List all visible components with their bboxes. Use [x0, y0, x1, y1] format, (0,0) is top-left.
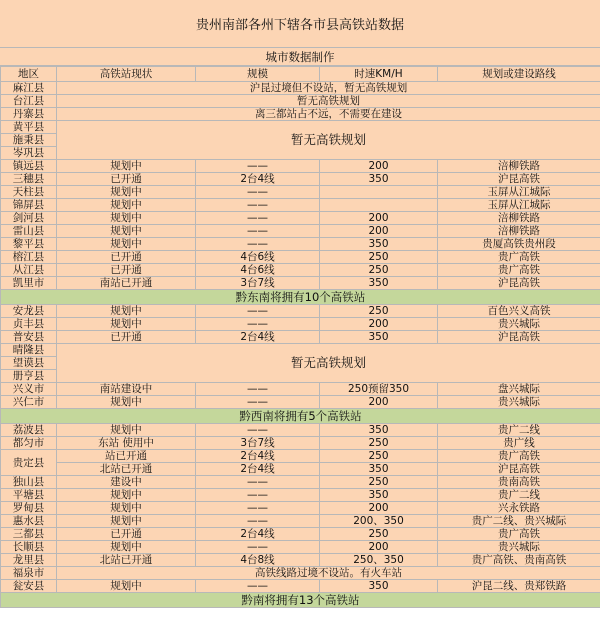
- sheet-subtitle: 城市数据制作: [0, 48, 600, 66]
- county-cell: 锦屏县: [1, 199, 57, 212]
- speed-cell: 250: [320, 450, 438, 463]
- county-cell: 丹寨县: [1, 108, 57, 121]
- merged-note-cell: 离三都站占不远，不需要在建设: [57, 108, 600, 121]
- county-cell: 普安县: [1, 331, 57, 344]
- summary-row: [1, 409, 600, 424]
- route-cell: 贵兴城际: [438, 541, 600, 554]
- table-row: [1, 515, 600, 528]
- table-row: [1, 212, 600, 225]
- table-row: [1, 396, 600, 409]
- county-cell: 兴义市: [1, 383, 57, 396]
- table-row: [1, 82, 600, 95]
- route-cell: 玉屏从江城际: [438, 186, 600, 199]
- table-row: [1, 567, 600, 580]
- merged-note-cell: 沪昆过境但不设站，暂无高铁规划: [57, 82, 600, 95]
- speed-cell: 350: [320, 277, 438, 290]
- speed-cell: 250: [320, 251, 438, 264]
- speed-cell: 250: [320, 437, 438, 450]
- status-cell: 规划中: [57, 305, 196, 318]
- header-row: [1, 67, 600, 82]
- scale-cell: ——: [196, 186, 320, 199]
- status-cell: 规划中: [57, 515, 196, 528]
- header-route: 规划或建设路线: [438, 67, 600, 82]
- county-cell: 凯里市: [1, 277, 57, 290]
- route-cell: 兴永铁路: [438, 502, 600, 515]
- table-row: [1, 173, 600, 186]
- route-cell: 贵广高铁: [438, 264, 600, 277]
- speed-cell: 200: [320, 318, 438, 331]
- county-cell: 龙里县: [1, 554, 57, 567]
- speed-cell: 250: [320, 305, 438, 318]
- route-cell: 贵兴城际: [438, 318, 600, 331]
- sheet-title: 贵州南部各州下辖各市县高铁站数据: [0, 0, 600, 48]
- speed-cell: 200: [320, 225, 438, 238]
- speed-cell: 250: [320, 264, 438, 277]
- table-row: [1, 264, 600, 277]
- status-cell: 规划中: [57, 238, 196, 251]
- speed-cell: 350: [320, 489, 438, 502]
- route-cell: 贵广高铁: [438, 528, 600, 541]
- table-row: [1, 541, 600, 554]
- county-cell: 黄平县: [1, 121, 57, 134]
- table-row: [1, 121, 600, 134]
- speed-cell: 350: [320, 580, 438, 593]
- scale-cell: 2台4线: [196, 450, 320, 463]
- table-row: [1, 277, 600, 290]
- scale-cell: 2台4线: [196, 463, 320, 476]
- status-cell: 规划中: [57, 502, 196, 515]
- speed-cell: 250: [320, 476, 438, 489]
- merged-note-cell: 暂无高铁规划: [57, 95, 600, 108]
- scale-cell: ——: [196, 515, 320, 528]
- route-cell: 贵广二线: [438, 489, 600, 502]
- status-cell: 南站已开通: [57, 277, 196, 290]
- header-scale: 规模: [196, 67, 320, 82]
- county-cell: 安龙县: [1, 305, 57, 318]
- scale-cell: 4台6线: [196, 251, 320, 264]
- county-cell: 天柱县: [1, 186, 57, 199]
- county-cell: 台江县: [1, 95, 57, 108]
- county-cell: 从江县: [1, 264, 57, 277]
- status-cell: 东站 使用中: [57, 437, 196, 450]
- status-cell: 规划中: [57, 225, 196, 238]
- scale-cell: ——: [196, 238, 320, 251]
- speed-cell: 350: [320, 463, 438, 476]
- speed-cell: 200: [320, 396, 438, 409]
- speed-cell: 200: [320, 502, 438, 515]
- status-cell: 已开通: [57, 173, 196, 186]
- scale-cell: ——: [196, 502, 320, 515]
- scale-cell: ——: [196, 541, 320, 554]
- status-cell: 规划中: [57, 541, 196, 554]
- station-table: [0, 66, 600, 608]
- table-row: [1, 305, 600, 318]
- merged-note-cell: 暂无高铁规划: [57, 121, 600, 160]
- table-row: [1, 528, 600, 541]
- scale-cell: ——: [196, 424, 320, 437]
- route-cell: 贵广高铁、贵南高铁: [438, 554, 600, 567]
- status-cell: 规划中: [57, 318, 196, 331]
- table-row: [1, 424, 600, 437]
- table-row: [1, 160, 600, 173]
- speed-cell: [320, 199, 438, 212]
- table-row: [1, 238, 600, 251]
- merged-note-cell: 高铁线路过境不设站。有火车站: [57, 567, 600, 580]
- status-cell: 北站已开通: [57, 554, 196, 567]
- status-cell: 已开通: [57, 264, 196, 277]
- status-cell: 规划中: [57, 212, 196, 225]
- route-cell: 玉屏从江城际: [438, 199, 600, 212]
- header-speed: 时速KM/H: [320, 67, 438, 82]
- status-cell: 规划中: [57, 199, 196, 212]
- scale-cell: ——: [196, 160, 320, 173]
- scale-cell: 3台7线: [196, 277, 320, 290]
- table-row: [1, 554, 600, 567]
- table-row: [1, 199, 600, 212]
- speed-cell: 250预留350: [320, 383, 438, 396]
- speed-cell: 350: [320, 238, 438, 251]
- county-cell: 贵定县: [1, 450, 57, 476]
- scale-cell: ——: [196, 305, 320, 318]
- scale-cell: ——: [196, 476, 320, 489]
- county-cell: 荔波县: [1, 424, 57, 437]
- county-cell: 镇远县: [1, 160, 57, 173]
- route-cell: 沪昆高铁: [438, 463, 600, 476]
- table-row: [1, 318, 600, 331]
- header-region: 地区: [1, 67, 57, 82]
- speed-cell: 200: [320, 212, 438, 225]
- scale-cell: ——: [196, 212, 320, 225]
- scale-cell: 2台4线: [196, 528, 320, 541]
- route-cell: 沪昆二线、贵郑铁路: [438, 580, 600, 593]
- county-cell: 独山县: [1, 476, 57, 489]
- speed-cell: 250: [320, 528, 438, 541]
- scale-cell: ——: [196, 199, 320, 212]
- speed-cell: 200、350: [320, 515, 438, 528]
- header-status: 高铁站现状: [57, 67, 196, 82]
- status-cell: 规划中: [57, 160, 196, 173]
- county-cell: 麻江县: [1, 82, 57, 95]
- scale-cell: ——: [196, 383, 320, 396]
- summary-row: [1, 290, 600, 305]
- county-cell: 三穗县: [1, 173, 57, 186]
- route-cell: 涪柳铁路: [438, 212, 600, 225]
- status-cell: 已开通: [57, 528, 196, 541]
- county-cell: 长顺县: [1, 541, 57, 554]
- table-row: [1, 251, 600, 264]
- route-cell: 贵广高铁: [438, 251, 600, 264]
- status-cell: 规划中: [57, 580, 196, 593]
- route-cell: 贵广二线: [438, 424, 600, 437]
- county-cell: 平塘县: [1, 489, 57, 502]
- route-cell: 百色兴义高铁: [438, 305, 600, 318]
- table-row: [1, 383, 600, 396]
- scale-cell: 3台7线: [196, 437, 320, 450]
- status-cell: 规划中: [57, 424, 196, 437]
- county-cell: 晴隆县: [1, 344, 57, 357]
- county-cell: 惠水县: [1, 515, 57, 528]
- route-cell: 沪昆高铁: [438, 173, 600, 186]
- route-cell: 涪柳铁路: [438, 225, 600, 238]
- route-cell: 贵广二线、贵兴城际: [438, 515, 600, 528]
- speed-cell: 350: [320, 331, 438, 344]
- scale-cell: ——: [196, 396, 320, 409]
- route-cell: 涪柳铁路: [438, 160, 600, 173]
- scale-cell: 4台8线: [196, 554, 320, 567]
- summary-cell: 黔东南将拥有10个高铁站: [1, 290, 600, 305]
- scale-cell: 4台6线: [196, 264, 320, 277]
- route-cell: 贵厦高铁贵州段: [438, 238, 600, 251]
- table-row: [1, 331, 600, 344]
- county-cell: 瓮安县: [1, 580, 57, 593]
- county-cell: 兴仁市: [1, 396, 57, 409]
- status-cell: 规划中: [57, 186, 196, 199]
- speed-cell: 350: [320, 424, 438, 437]
- scale-cell: ——: [196, 580, 320, 593]
- route-cell: 贵广线: [438, 437, 600, 450]
- status-cell: 建设中: [57, 476, 196, 489]
- county-cell: 罗甸县: [1, 502, 57, 515]
- status-cell: 规划中: [57, 396, 196, 409]
- table-row: [1, 95, 600, 108]
- county-cell: 三都县: [1, 528, 57, 541]
- route-cell: 沪昆高铁: [438, 331, 600, 344]
- scale-cell: ——: [196, 489, 320, 502]
- status-cell: 已开通: [57, 251, 196, 264]
- county-cell: 望谟县: [1, 357, 57, 370]
- county-cell: 施秉县: [1, 134, 57, 147]
- speed-cell: 200: [320, 160, 438, 173]
- route-cell: 贵兴城际: [438, 396, 600, 409]
- status-cell: 已开通: [57, 331, 196, 344]
- table-row: [1, 225, 600, 238]
- county-cell: 都匀市: [1, 437, 57, 450]
- status-cell: 北站已开通: [57, 463, 196, 476]
- scale-cell: 2台4线: [196, 331, 320, 344]
- county-cell: 贞丰县: [1, 318, 57, 331]
- speed-cell: [320, 186, 438, 199]
- county-cell: 黎平县: [1, 238, 57, 251]
- county-cell: 榕江县: [1, 251, 57, 264]
- summary-cell: 黔西南将拥有5个高铁站: [1, 409, 600, 424]
- scale-cell: ——: [196, 318, 320, 331]
- table-row: [1, 463, 600, 476]
- table-row: [1, 489, 600, 502]
- table-row: [1, 437, 600, 450]
- scale-cell: ——: [196, 225, 320, 238]
- speed-cell: 350: [320, 173, 438, 186]
- table-row: [1, 450, 600, 463]
- summary-row: [1, 593, 600, 608]
- county-cell: 剑河县: [1, 212, 57, 225]
- speed-cell: 250、350: [320, 554, 438, 567]
- route-cell: 盘兴城际: [438, 383, 600, 396]
- status-cell: 南站建设中: [57, 383, 196, 396]
- table-row: [1, 580, 600, 593]
- table-row: [1, 502, 600, 515]
- table-row: [1, 108, 600, 121]
- merged-note-cell: 暂无高铁规划: [57, 344, 600, 383]
- scale-cell: 2台4线: [196, 173, 320, 186]
- status-cell: 站已开通: [57, 450, 196, 463]
- route-cell: 沪昆高铁: [438, 277, 600, 290]
- county-cell: 福泉市: [1, 567, 57, 580]
- route-cell: 贵广高铁: [438, 450, 600, 463]
- route-cell: 贵南高铁: [438, 476, 600, 489]
- table-row: [1, 344, 600, 357]
- table-row: [1, 186, 600, 199]
- county-cell: 册亨县: [1, 370, 57, 383]
- summary-cell: 黔南将拥有13个高铁站: [1, 593, 600, 608]
- status-cell: 规划中: [57, 489, 196, 502]
- speed-cell: 200: [320, 541, 438, 554]
- table-row: [1, 476, 600, 489]
- county-cell: 雷山县: [1, 225, 57, 238]
- county-cell: 岑巩县: [1, 147, 57, 160]
